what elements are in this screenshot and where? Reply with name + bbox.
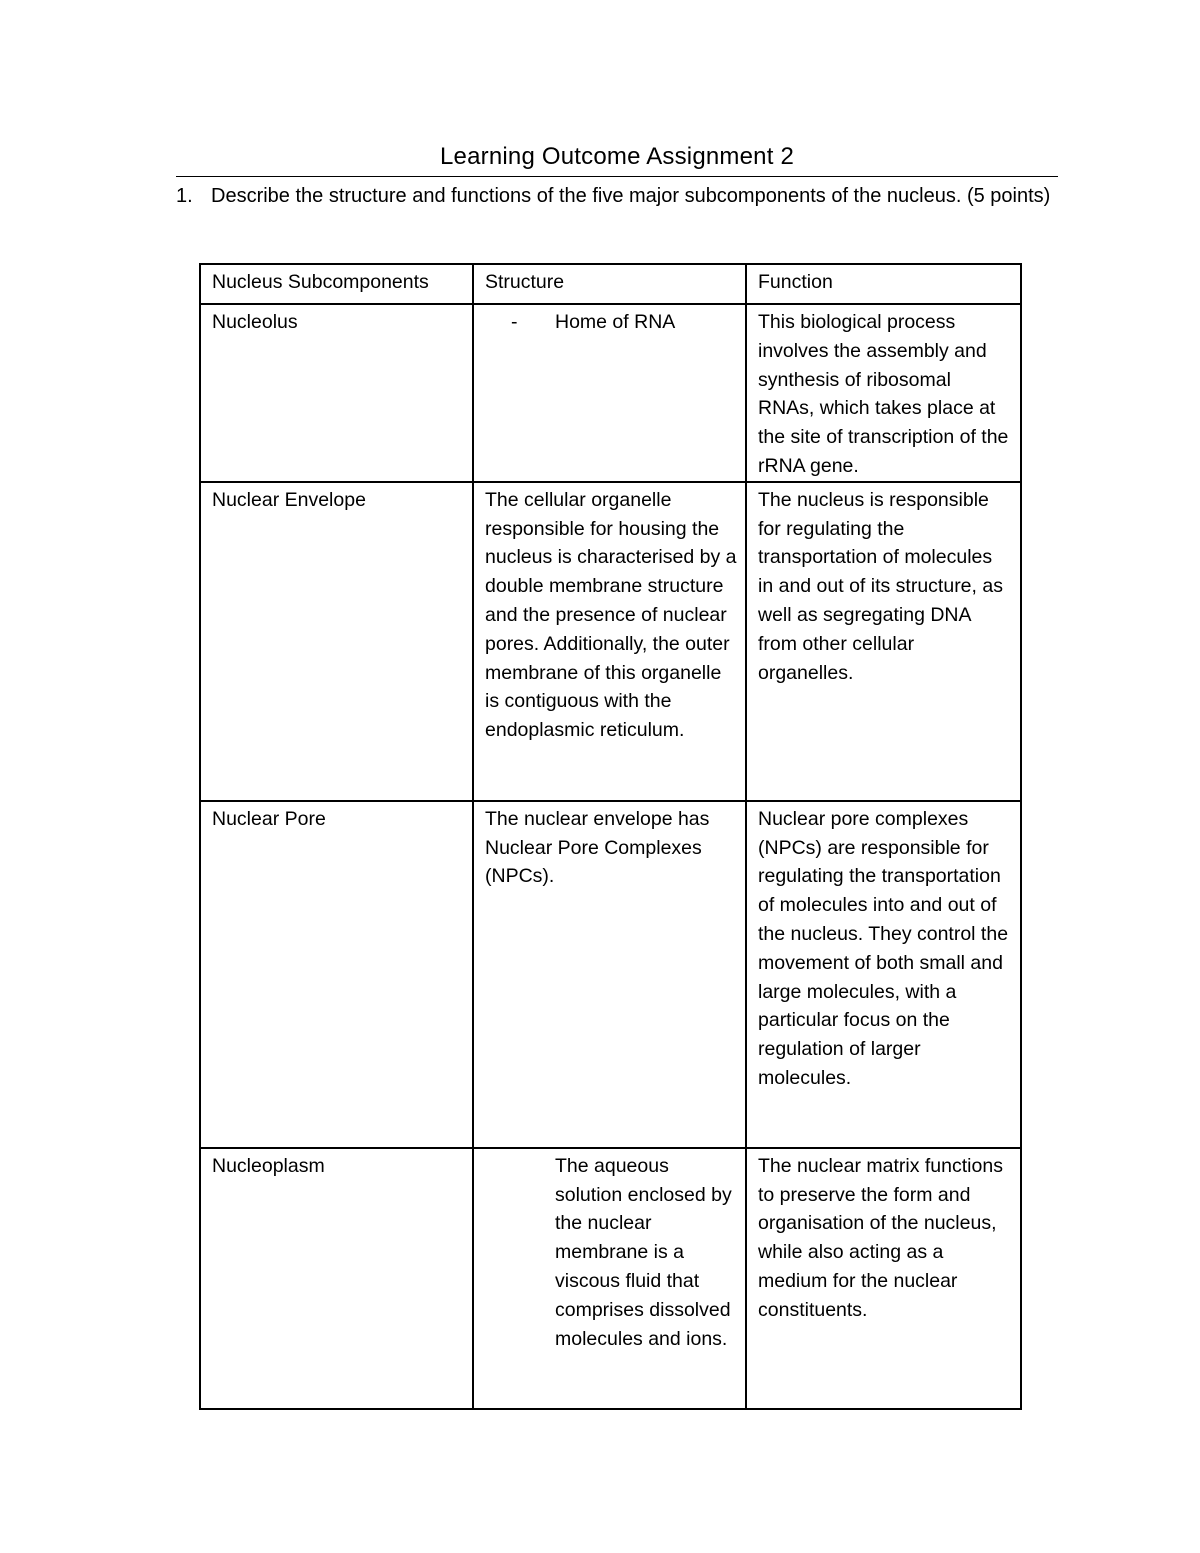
- cell-structure: [473, 1148, 746, 1409]
- table-row: [200, 801, 1021, 1148]
- question-number: 1.: [176, 185, 193, 207]
- page-title: Learning Outcome Assignment 2: [440, 143, 794, 170]
- cell-name: Nuclear Envelope: [200, 482, 473, 801]
- title-rule: [176, 176, 1058, 177]
- cell-structure-text: Home of RNA: [555, 311, 676, 333]
- cell-function: This biological process involves the assembly and synthesis of ribosomal RNAs, which takes place at the site of transcription of the rRNA gene.: [746, 304, 1021, 482]
- table-row: [200, 304, 1021, 482]
- question-text: Describe the structure and functions of the five major subcomponents of the nucleus. (5 points): [211, 185, 1051, 207]
- cell-function: The nucleus is responsible for regulating the transportation of molecules in and out of its structure, as well as segregating DNA from other cellular organelles.: [746, 482, 1021, 801]
- cell-function: Nuclear pore complexes (NPCs) are responsible for regulating the transportation of molecules into and out of the nucleus. They control the movement of both small and large molecules, with a particular focus on the regulation of larger molecules.: [746, 801, 1021, 1148]
- header-function: Function: [746, 264, 1021, 304]
- cell-structure: The cellular organelle responsible for housing the nucleus is characterised by a double membrane structure and the presence of nuclear pores. Additionally, the outer membrane of this organelle is contiguous with the endoplasmic reticulum.: [473, 482, 746, 801]
- cell-name: Nuclear Pore: [200, 801, 473, 1148]
- cell-name: Nucleoplasm: [200, 1148, 473, 1409]
- header-subcomponents: Nucleus Subcomponents: [200, 264, 473, 304]
- cell-structure: [473, 304, 746, 482]
- table-header-row: [200, 264, 1021, 304]
- cell-name: Nucleolus: [200, 304, 473, 482]
- cell-function: The nuclear matrix functions to preserve the form and organisation of the nucleus, while also acting as a medium for the nuclear constituents.: [746, 1148, 1021, 1409]
- cell-structure: The nuclear envelope has Nuclear Pore Complexes (NPCs).: [473, 801, 746, 1148]
- question: [176, 182, 1066, 210]
- subcomponents-table: [199, 263, 1022, 1410]
- header-structure: Structure: [473, 264, 746, 304]
- cell-structure-text: The aqueous solution enclosed by the nuclear membrane is a viscous fluid that comprises dissolved molecules and ions.: [555, 1154, 732, 1350]
- table-row: [200, 1148, 1021, 1409]
- bullet-dash: -: [511, 311, 518, 333]
- table-row: [200, 482, 1021, 801]
